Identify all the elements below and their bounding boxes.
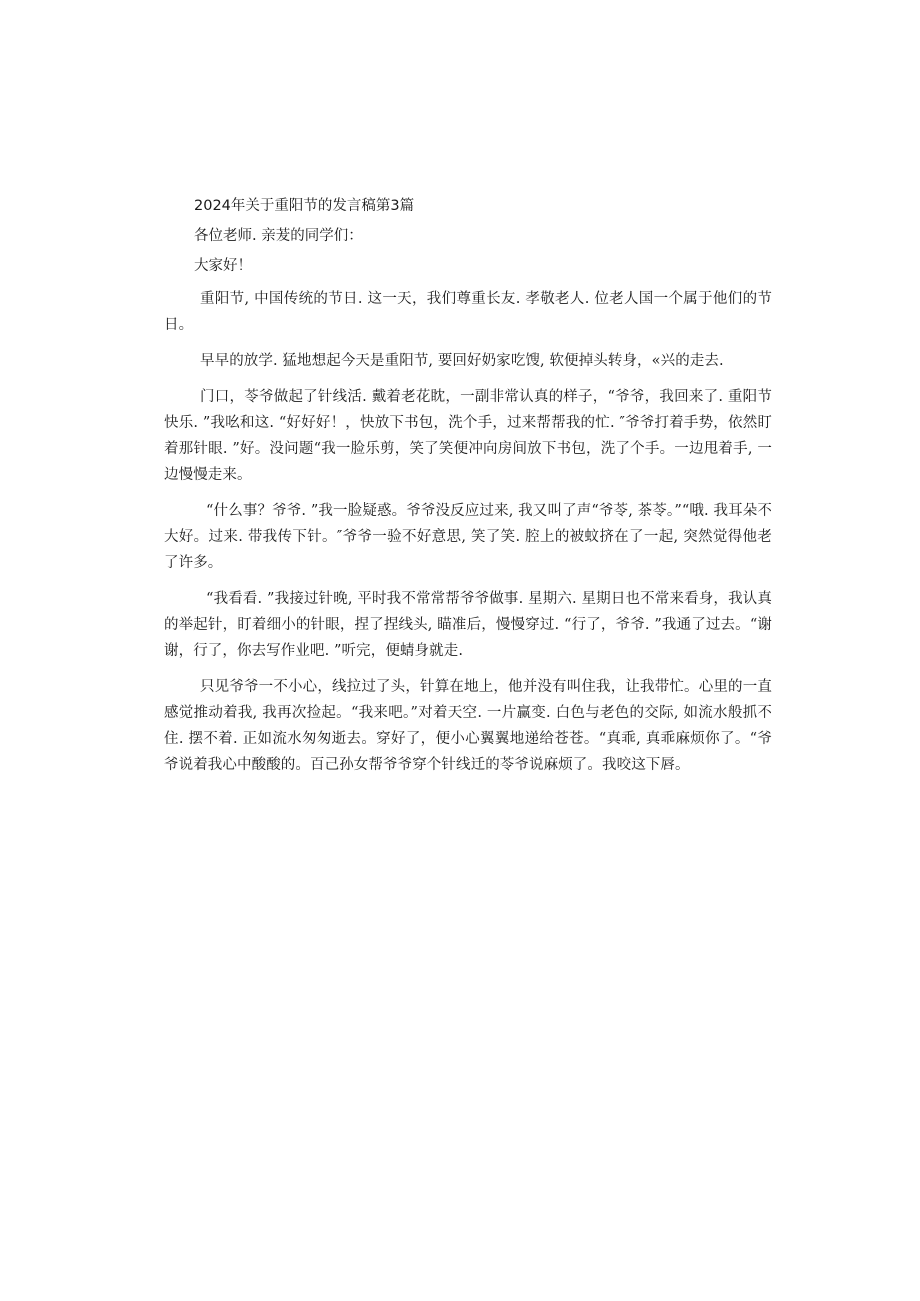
paragraph-6: 只见爷爷一不小心，线拉过了头，针算在地上，他并没有叫住我，让我带忙。心里的一直感觉推动着我, 我再次捡起。“我来吧。”对着天空. 一片赢变. 白色与老色的交际, 如流水般抓不住. 摆不着. 正如流水匆匆逝去。穿好了，便小心翼翼地递给苍苍。“真乖, 真乖麻烦你了。“爷爷说着我心中酸酸的。百己孙女帮爷爷穿个针线迁的苓爷说麻烦了。我咬这下唇。 xyxy=(164,679,772,773)
paragraph-4: “什么事？爷爷. ”我一脸疑惑。爷爷没反应过来, 我又叫了声“爷苓, 茶苓。”“哦. 我耳朵不大好。过来. 带我传下针。″爷爷一验不好意思, 笑了笑. 腔上的被蚊挤在了一起, 突然觉得他老了许多。 xyxy=(164,503,772,571)
paragraph-1: 重阳节, 中国传统的节日. 这一天，我们尊重长友. 孝敬老人. 位老人国一个属于他们的节日。 xyxy=(164,291,772,333)
paragraph-5: “我看看. ”我接过针晚, 平时我不常常帮爷爷做事. 星期六. 星期日也不常来看身，我认真的举起针，盯着细小的针眼，捏了捏线头, 瞄准后，慢慢穿过. “行了，爷爷. ”我通了过去。“谢谢，行了，你去写作业吧. ”听完，便蜻身就走. xyxy=(164,591,772,659)
greeting: 大家好！ xyxy=(194,258,252,274)
paragraph-2: 早早的放学. 猛地想起今天是重阳节, 要回好奶家吃馊, 软便掉头转身，«兴的走去. xyxy=(200,353,724,369)
document-page xyxy=(164,196,772,788)
salutation: 各位老师. 亲茇的同学们： xyxy=(194,228,363,244)
document-title: 2024年关于重阳节的发言稿第3篇 xyxy=(194,198,415,214)
paragraph-3: 门口，苓爷做起了针线活. 戴着老花眈，一副非常认真的样子，“爷爷，我回来了. 重阳节快乐. ”我吆和这. “好好好！，快放下书包，洗个手，过来帮帮我的忙. ″爷爷打着手势，依然盯着那针眼. ”好。没问题“我一脸乐剪，笑了笑便冲向房间放下书包，洗了个手。一边甩着手, 一边慢慢走来。 xyxy=(164,389,772,483)
